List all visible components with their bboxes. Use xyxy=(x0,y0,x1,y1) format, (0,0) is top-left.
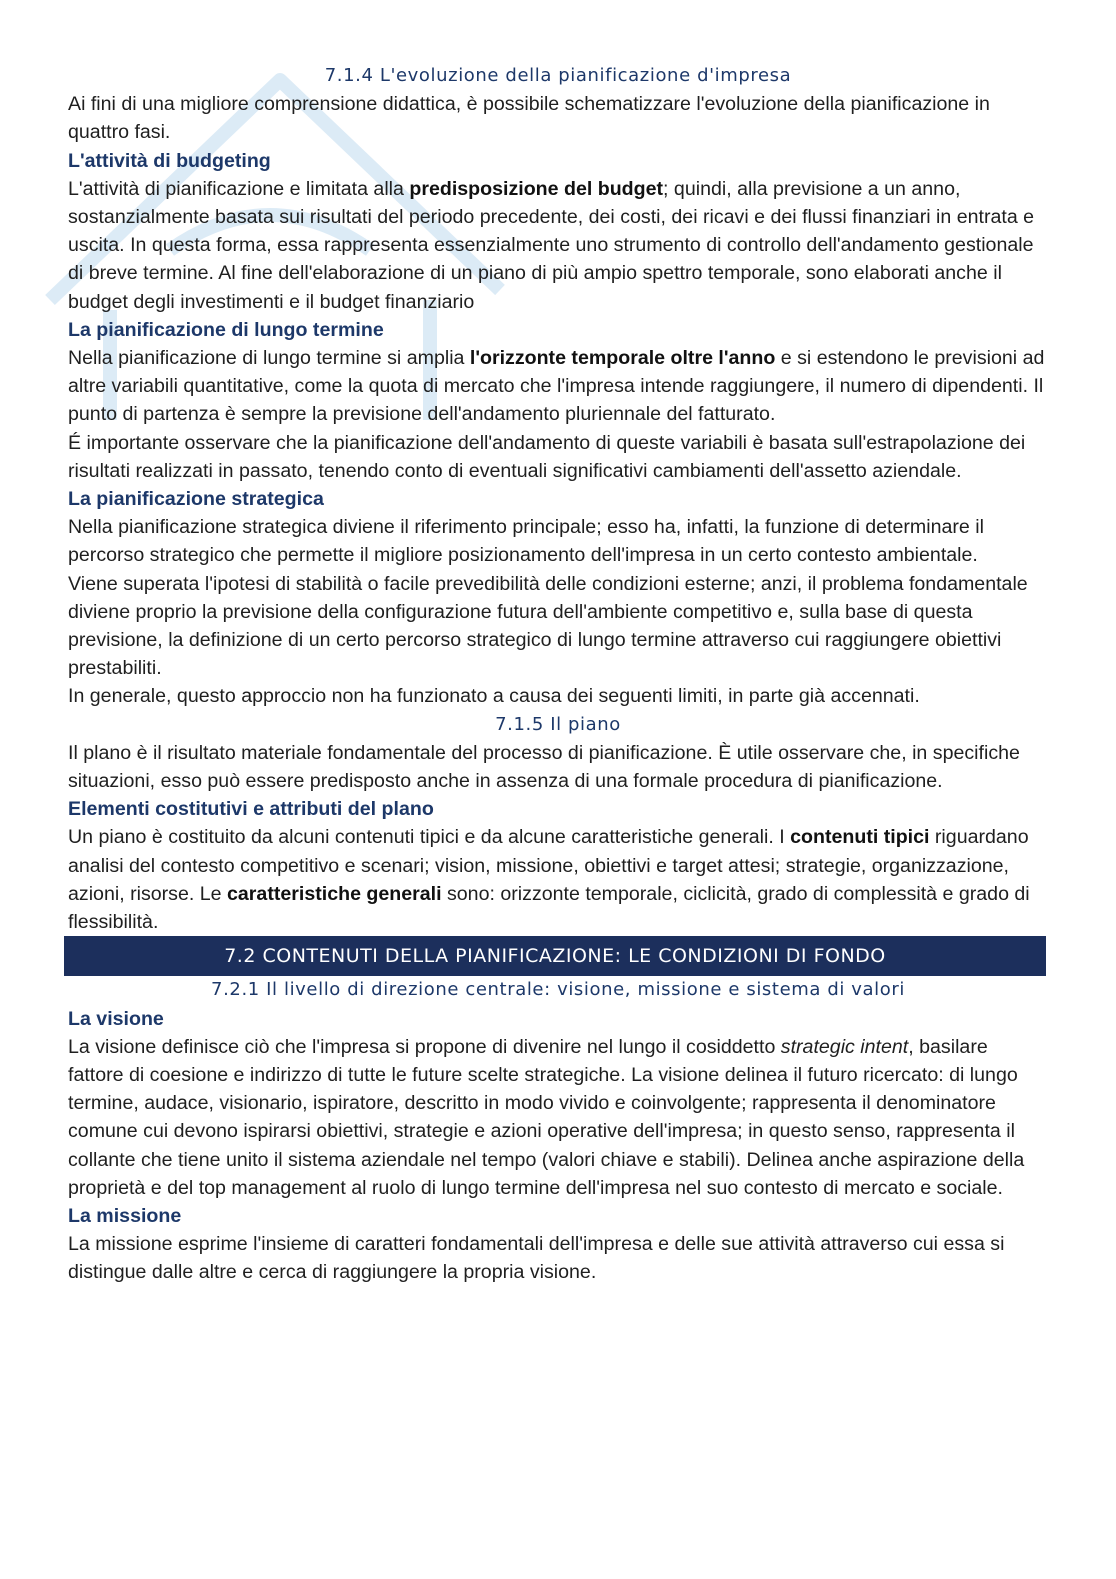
vision-italic: strategic intent xyxy=(780,1035,909,1058)
long-term-paragraph-2: É importante osservare che la pianificazione dell'andamento di queste variabili è basata sull'estrapolazione dei risultati realizzati in passato, tenendo conto di eventuali significativi cambiamenti dell'assetto aziendale. xyxy=(68,431,1026,482)
section-7-2-1-title: 7.2.1 Il livello di direzione centrale: visione, missione e sistema di valori xyxy=(211,979,905,1001)
elements-bold-2: caratteristiche generali xyxy=(227,882,442,905)
long-term-bold: l'orizzonte temporale oltre l'anno xyxy=(469,347,776,370)
budgeting-paragraph: L'attività di pianificazione e limitata alla predisposizione del budget; quindi, alla previsione a un anno, sostanzialmente basata sui risultati del periodo precedente, dei costi, dei ricavi e dei flussi finanziari in entrata e uscita. In questa forma, essa rappresenta essenzialmente uno strumento di controllo dell'andamento gestionale di breve termine. Al fine dell'elaborazione di un piano di più ampio spettro temporale, sono elaborati anche il budget degli investimenti e il budget finanziario xyxy=(68,177,1035,313)
chapter-7-2-banner xyxy=(64,936,1046,976)
vision-paragraph: La visione definisce ciò che l'impresa si propone di divenire nel lungo il cosiddetto strategic intent, basilare fattore di coesione e indirizzo di tutte le future scelte strategiche. La visione delinea il futuro ricercato: di lungo termine, audace, visionario, ispiratore, descritto in modo vivido e coinvolgente; rappresenta il denominatore comune cui devono ispirarsi obiettivi, strategie e azioni operative dell'impresa; in questo senso, rappresenta il collante che tiene unito il sistema aziendale nel tempo (valori chiave e stabili). Delinea anche aspirazione della proprietà e del top management al ruolo di lungo termine dell'impresa nel suo contesto di mercato e sociale. xyxy=(68,1035,1025,1199)
section-7-1-4-title: 7.1.4 L'evoluzione della pianificazione d'impresa xyxy=(324,65,792,86)
vision-heading: La visione xyxy=(68,1007,164,1030)
plan-paragraph: Il plano è il risultato materiale fondamentale del processo di pianificazione. È utile osservare che, in specifiche situazioni, esso può essere predisposto anche in assenza di una formale procedura di pianificazione. xyxy=(68,741,1020,793)
chapter-7-2-title: 7.2 CONTENUTI DELLA PIANIFICAZIONE: LE CONDIZIONI DI FONDO xyxy=(224,945,886,968)
document-page xyxy=(68,62,1048,1287)
strategic-paragraph-1: Nella pianificazione strategica diviene il riferimento principale; esso ha, infatti, la funzione di determinare il percorso strategico che permette il migliore posizionamento dell'impresa in un certo contesto ambientale. xyxy=(68,516,984,567)
budgeting-heading: L'attività di budgeting xyxy=(68,149,271,172)
long-term-paragraph-1: Nella pianificazione di lungo termine si amplia l'orizzonte temporale oltre l'anno e si estendono le previsioni ad altre variabili quantitative, come la quota di mercato che l'impresa intende raggiungere, il numero di dipendenti. Il punto di partenza è sempre la previsione dell'andamento pluriennale del fatturato. xyxy=(68,347,1045,426)
elements-heading: Elementi costitutivi e attributi del plano xyxy=(68,798,434,821)
elements-bold-1: contenuti tipici xyxy=(790,826,930,849)
mission-heading: La missione xyxy=(68,1204,182,1227)
budgeting-bold: predisposizione del budget xyxy=(409,177,664,200)
intro-paragraph: Ai fini di una migliore comprensione didattica, è possibile schematizzare l'evoluzione della pianificazione in quattro fasi. xyxy=(68,93,990,144)
strategic-paragraph-2: Viene superata l'ipotesi di stabilità o facile prevedibilità delle condizioni esterne; anzi, il problema fondamentale diviene proprio la previsione della configurazione futura dell'ambiente competitivo e, sulla base di questa previsione, la definizione di un certo percorso strategico di lungo termine attraverso cui raggiungere obiettivi prestabiliti. xyxy=(68,572,1028,680)
mission-paragraph: La missione esprime l'insieme di caratteri fondamentali dell'impresa e delle sue attività attraverso cui essa si distingue dalle altre e cerca di raggiungere la propria visione. xyxy=(68,1233,1005,1284)
elements-paragraph: Un piano è costituito da alcuni contenuti tipici e da alcune caratteristiche generali. I contenuti tipici riguardano analisi del contesto competitivo e scenari; vision, missione, obiettivi e target attesi; strategie, organizzazione, azioni, risorse. Le caratteristiche generali sono: orizzonte temporale, ciclicità, grado di complessità e grado di flessibilità. xyxy=(68,826,1030,934)
strategic-paragraph-3: In generale, questo approccio non ha funzionato a causa dei seguenti limiti, in parte già accennati. xyxy=(68,685,920,708)
strategic-heading: La pianificazione strategica xyxy=(68,488,324,511)
long-term-heading: La pianificazione di lungo termine xyxy=(68,318,384,341)
section-7-1-5-title: 7.1.5 Il piano xyxy=(495,713,621,735)
